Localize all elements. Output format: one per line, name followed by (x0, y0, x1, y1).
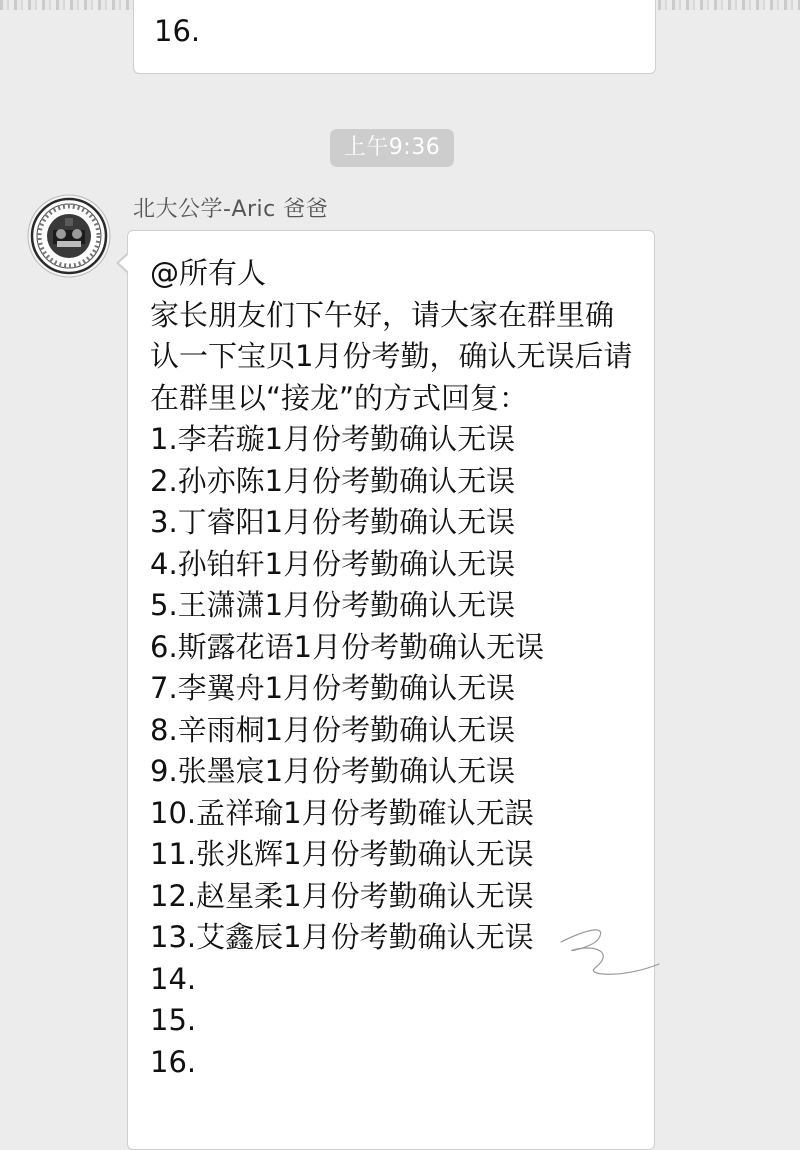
list-item: 13.艾鑫辰1月份考勤确认无误 (150, 920, 534, 954)
list-item: 4.孙铂轩1月份考勤确认无误 (150, 546, 516, 581)
list-item: 9.张墨宸1月份考勤确认无误 (150, 754, 516, 788)
list-item: 6.斯露花语1月份考勤确认无误 (150, 629, 545, 664)
list-item: 7.李翼舟1月份考勤确认无误 (150, 671, 516, 705)
mention-all: @所有人 (150, 256, 267, 290)
list-item: 15. (150, 1003, 197, 1037)
sender-name: 北大公学-Aric 爸爸 (133, 197, 329, 222)
list-item: 14. (150, 961, 197, 996)
pen-scribble (555, 912, 665, 992)
list-item: 12.赵星柔1月份考勤确认无误 (150, 878, 534, 913)
school-emblem-icon (27, 194, 111, 278)
list-item: 11.张兆辉1月份考勤确认无误 (150, 837, 534, 871)
list-item: 1.李若璇1月份考勤确认无误 (150, 422, 516, 456)
sender-avatar[interactable] (27, 194, 111, 278)
previous-message-last-line: 16. (154, 14, 201, 48)
previous-message-bubble[interactable] (133, 0, 656, 74)
list-item: 10.孟祥瑜1月份考勤確认无誤 (150, 795, 534, 830)
list-item: 16. (150, 1044, 197, 1079)
timestamp-badge: 上午9:36 (330, 129, 454, 167)
list-item: 3.丁睿阳1月份考勤确认无误 (150, 505, 516, 539)
bubble-tail-fill (119, 253, 130, 273)
list-item: 2.孙亦陈1月份考勤确认无误 (150, 463, 516, 498)
message-body: 家长朋友们下午好，请大家在群里确认一下宝贝1月份考勤，确认无误后请在群里以“接龙”的方式回复： (150, 297, 633, 415)
list-item: 8.辛雨桐1月份考勤确认无误 (150, 712, 516, 747)
list-item: 5.王潇潇1月份考勤确认无误 (150, 588, 516, 622)
